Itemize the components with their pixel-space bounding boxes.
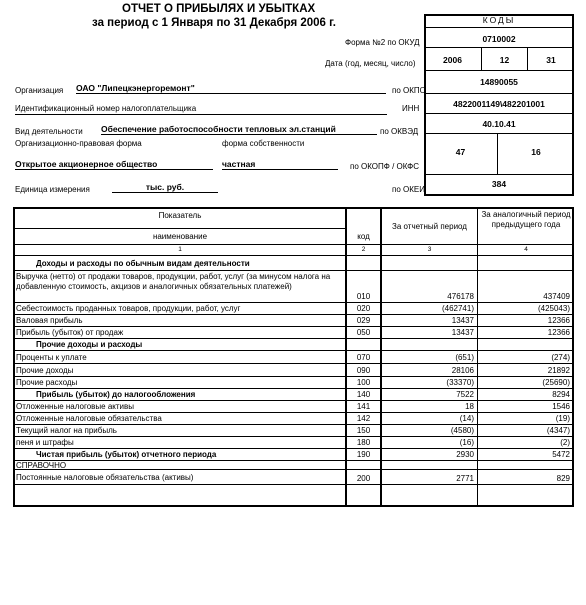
h-idx-4: 4 <box>524 246 528 253</box>
row-current-value: (4580) <box>450 426 474 435</box>
h-idx-1: 1 <box>178 246 182 253</box>
row-code: 142 <box>356 414 371 423</box>
row-current-value: 2771 <box>456 474 474 483</box>
row-code: 070 <box>356 353 371 362</box>
table-row <box>13 364 574 377</box>
table-row <box>13 425 574 437</box>
row-current-value: (33370) <box>446 378 474 387</box>
row-previous-value: (25690) <box>542 378 570 387</box>
okud-value: 0710002 <box>482 34 516 44</box>
date-day: 31 <box>546 55 556 65</box>
row-previous-value: 12366 <box>547 316 570 325</box>
row-code: 180 <box>356 438 371 447</box>
row-name: Валовая прибыль <box>16 316 83 325</box>
row-current-value: 7522 <box>456 390 474 399</box>
row-current-value: (462741) <box>441 304 474 313</box>
row-previous-value: 21892 <box>547 366 570 375</box>
okopf-label: по ОКОПФ / ОКФС <box>350 162 419 171</box>
row-previous-value: 12366 <box>547 328 570 337</box>
report-title: ОТЧЕТ О ПРИБЫЛЯХ И УБЫТКАХ <box>122 3 316 15</box>
row-previous-value: (425043) <box>537 304 570 313</box>
row-previous-value: (19) <box>555 414 570 423</box>
table-row <box>13 339 574 351</box>
row-name: Чистая прибыль (убыток) отчетного периода <box>36 450 217 459</box>
row-code: 050 <box>356 328 371 337</box>
row-current-value: 18 <box>465 402 474 411</box>
date-year: 2006 <box>443 55 462 65</box>
row-name: Выручка (нетто) от продажи товаров, продукции, работ, услуг (за минусом налога на добавленную стоимость, акцизов и аналогичных обязательных платежей) <box>16 272 331 291</box>
h-idx-3: 3 <box>427 246 432 253</box>
row-name: Прочие доходы и расходы <box>36 340 143 349</box>
codes-header: КОДЫ <box>482 15 516 25</box>
table-row <box>13 271 574 303</box>
row-previous-value: (2) <box>560 438 570 447</box>
org-name: ОАО "Липецкэнергоремонт" <box>76 83 386 94</box>
h-name: наименование <box>152 232 208 241</box>
okpo-label: по ОКПО <box>392 86 426 95</box>
row-name: Прочие расходы <box>16 378 78 387</box>
unit-value: тыс. руб. <box>112 182 218 193</box>
okpo-value: 14890055 <box>480 77 518 87</box>
row-name: Прибыль (убыток) от продаж <box>16 328 124 337</box>
row-name: Текущий налог на прибыль <box>16 426 117 435</box>
h-idx-2: 2 <box>361 246 366 253</box>
row-previous-value: 437409 <box>543 292 570 301</box>
row-name: Себестоимость проданных товаров, продукции, работ, услуг <box>16 304 241 313</box>
row-previous-value: 5472 <box>552 450 570 459</box>
row-previous-value: 829 <box>556 474 570 483</box>
ownership-value: частная <box>222 159 338 170</box>
report-period: за период с 1 Января по 31 Декабря 2006 г. <box>92 17 336 29</box>
row-current-value: 476178 <box>447 292 474 301</box>
org-label: Организация <box>15 86 64 95</box>
row-current-value: (651) <box>455 353 474 362</box>
row-code: 150 <box>356 426 371 435</box>
row-previous-value: 8294 <box>552 390 570 399</box>
legal-form-label: Организационно-правовая форма <box>15 139 142 148</box>
table-row <box>13 470 574 485</box>
row-current-value: 2930 <box>456 450 474 459</box>
row-name: Отложенные налоговые обязательства <box>16 414 162 423</box>
row-code: 141 <box>356 402 371 411</box>
table-row <box>13 377 574 389</box>
row-name: Проценты к уплате <box>16 352 87 362</box>
table-row <box>13 437 574 449</box>
row-code: 029 <box>356 316 371 325</box>
activity-label: Вид деятельности <box>15 127 83 136</box>
okved-value: 40.10.41 <box>482 119 516 129</box>
table-row <box>13 351 574 364</box>
row-previous-value: 1546 <box>552 402 570 411</box>
row-name: Постоянные налоговые обязательства (активы) <box>16 472 194 482</box>
row-name: Отложенные налоговые активы <box>16 402 134 411</box>
ownership-label: форма собственности <box>222 139 305 148</box>
table-row <box>13 461 574 470</box>
row-code: 100 <box>356 378 371 387</box>
table-row <box>13 401 574 413</box>
okopf-value: 47 <box>455 147 466 157</box>
row-code: 010 <box>356 292 371 301</box>
row-current-value: 13437 <box>451 328 474 337</box>
row-code: 090 <box>356 366 371 375</box>
table-row <box>13 327 574 339</box>
h-current: За отчетный период <box>392 222 467 231</box>
h-previous: За аналогичный период предыдущего года <box>481 210 571 229</box>
inn-row-label: Идентификационный номер налогоплательщика <box>15 104 197 113</box>
okud-label: Форма №2 по ОКУД <box>345 38 420 47</box>
table-row <box>13 413 574 425</box>
h-indicator: Показатель <box>158 211 202 220</box>
legal-form-value: Открытое акционерное общество <box>15 159 213 170</box>
row-name: Прибыль (убыток) до налогообложения <box>36 390 196 399</box>
row-code: 140 <box>356 390 371 399</box>
h-code: код <box>357 232 370 241</box>
unit-label: Единица измерения <box>15 185 90 194</box>
row-name: СПРАВОЧНО <box>16 461 67 470</box>
row-previous-value: (274) <box>551 353 570 362</box>
okfs-value: 16 <box>531 147 541 157</box>
table-row <box>13 449 574 461</box>
okei-value: 384 <box>491 179 507 189</box>
table-row <box>13 257 574 271</box>
table-row <box>13 389 574 401</box>
row-name: пеня и штрафы <box>16 438 74 447</box>
row-previous-value: (4347) <box>546 426 570 435</box>
row-code: 020 <box>356 304 371 313</box>
row-name: Доходы и расходы по обычным видам деятельности <box>36 259 250 268</box>
table-row <box>13 315 574 327</box>
row-current-value: 28106 <box>451 366 474 375</box>
inn-value: 4822001149\482201001 <box>453 99 545 109</box>
inn-label: ИНН <box>402 104 420 113</box>
okved-label: по ОКВЭД <box>380 127 419 136</box>
row-current-value: (16) <box>459 438 474 447</box>
okei-label: по ОКЕИ <box>392 185 425 194</box>
activity-value: Обеспечение работоспособности тепловых эл.станций <box>101 124 377 135</box>
date-month: 12 <box>499 55 510 65</box>
date-label: Дата (год, месяц, число) <box>325 59 416 68</box>
row-name: Прочие доходы <box>16 365 74 375</box>
row-current-value: (14) <box>459 414 474 423</box>
row-current-value: 13437 <box>451 316 474 325</box>
table-row <box>13 303 574 315</box>
row-code: 200 <box>356 474 371 483</box>
row-code: 190 <box>356 450 371 459</box>
